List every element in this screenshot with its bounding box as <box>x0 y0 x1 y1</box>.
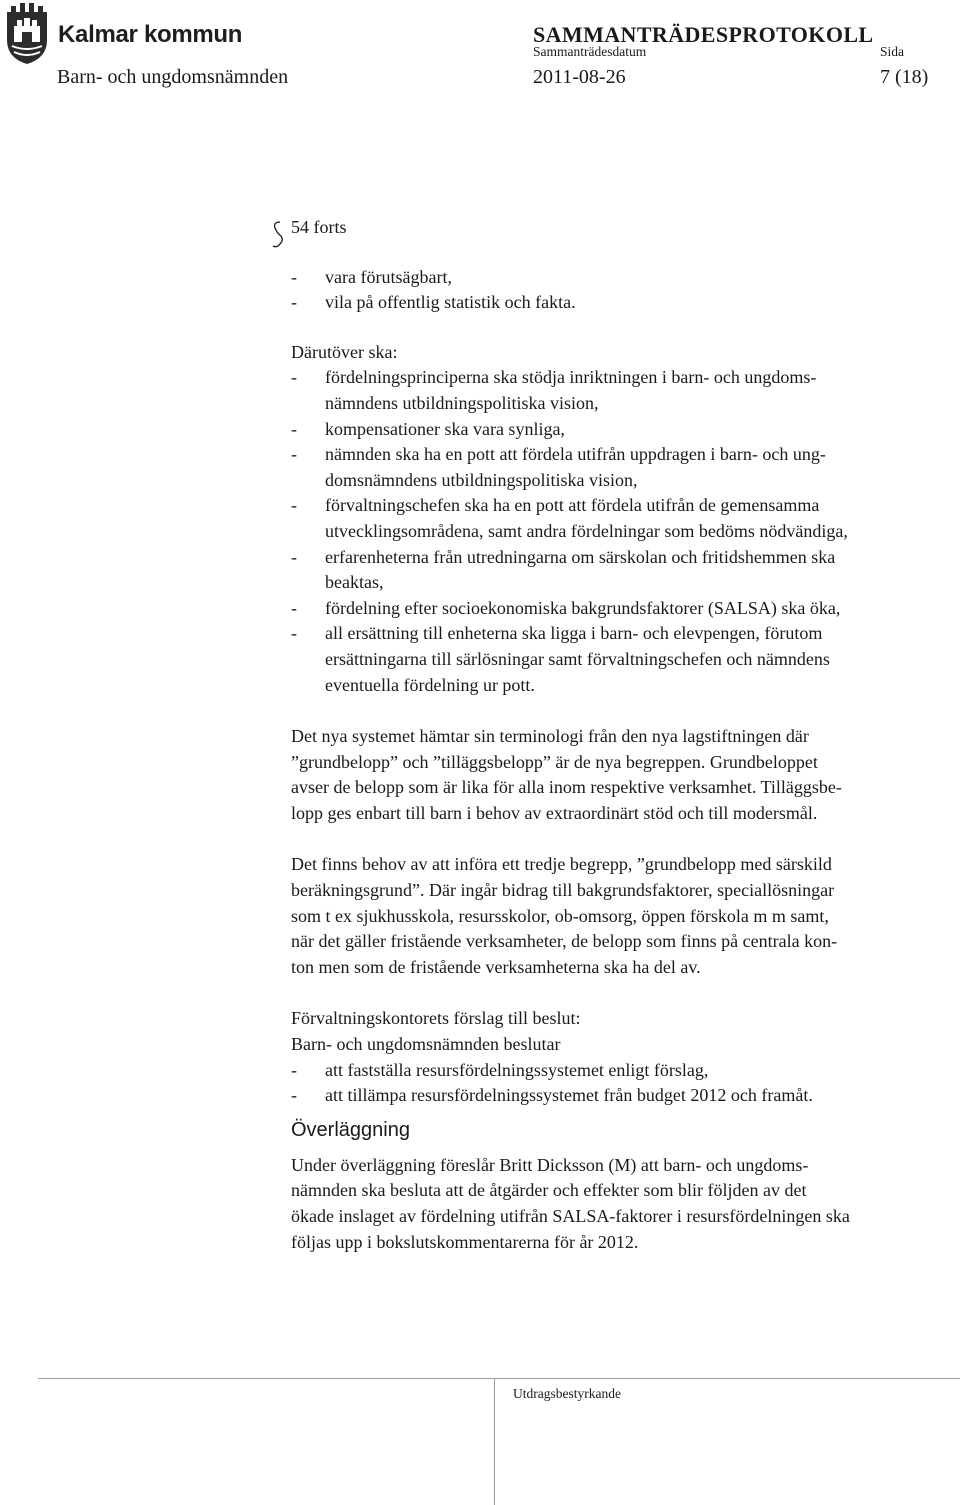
terminology-paragraph <box>291 724 951 826</box>
organization-name: Kalmar kommun <box>58 21 243 48</box>
proposal-section <box>291 1006 951 1108</box>
paragraph-line: avser de belopp som är lika för alla inom respektive verksamhet. Tilläggsbe- <box>291 777 842 798</box>
section-header <box>291 215 951 241</box>
section-sign-icon <box>271 220 285 250</box>
page-label: Sida <box>880 44 905 59</box>
paragraph-line: ökade inslaget av fördelning utifrån SALSA-faktorer i resursfördelningen ska <box>291 1206 850 1226</box>
certification-label: Utdragsbestyrkande <box>513 1386 621 1401</box>
list-item: - kompensationer ska vara synliga, <box>291 417 951 443</box>
list-item: - vila på offentlig statistik och fakta. <box>291 290 951 316</box>
list-item-continuation: domsnämndens utbildningspolitiska vision, <box>325 469 638 490</box>
committee-name: Barn- och ungdomsnämnden <box>57 66 289 88</box>
list-item-continuation: eventuella fördelning ur pott. <box>325 674 535 695</box>
page-number: 7 (18) <box>880 66 929 88</box>
proposal-subtitle: Barn- och ungdomsnämnden beslutar <box>291 1034 561 1055</box>
paragraph-line: ton men som de fristående verksamheterna ska ha del av. <box>291 956 701 977</box>
third-concept-paragraph <box>291 852 951 980</box>
additional-list <box>291 365 951 698</box>
list-item: - fördelning efter socioekonomiska bakgrundsfaktorer (SALSA) ska öka, <box>291 596 951 622</box>
list-item: - fördelningsprinciperna ska stödja inriktningen i barn- och ungdoms- <box>291 365 951 391</box>
list-item-continuation: utvecklingsområdena, samt andra fördelningar som bedöms nödvändiga, <box>325 520 848 541</box>
protocol-body <box>291 215 951 1255</box>
section-title: 54 forts <box>291 217 347 237</box>
document-type-title: SAMMANTRÄDESPROTOKOLL <box>533 22 874 47</box>
footer-divider <box>38 1378 960 1379</box>
paragraph-line: Under överläggning föreslår Britt Dicksson (M) att barn- och ungdoms- <box>291 1154 809 1175</box>
paragraph-line: som t ex sjukhusskola, resursskolor, ob-omsorg, öppen förskola m m samt, <box>291 905 829 926</box>
list-item: - erfarenheterna från utredningarna om särskolan och fritidshemmen ska <box>291 545 951 571</box>
paragraph-line: beräkningsgrund”. Där ingår bidrag till bakgrundsfaktorer, speciallösningar <box>291 880 835 901</box>
paragraph-line: lopp ges enbart till barn i behov av extraordinärt stöd och till modersmål. <box>291 802 818 823</box>
proposal-title: Förvaltningskontorets förslag till beslut: <box>291 1008 581 1029</box>
list-item-continuation: nämndens utbildningspolitiska vision, <box>325 392 599 413</box>
paragraph-line: nämnden ska besluta att de åtgärder och effekter som blir följden av det <box>291 1180 807 1201</box>
list-item-continuation: beaktas, <box>325 572 384 593</box>
paragraph-line: ”grundbelopp” och ”tilläggsbelopp” är de nya begreppen. Grundbeloppet <box>291 751 818 772</box>
paragraph-line: Det nya systemet hämtar sin terminologi från den nya lagstiftningen där <box>291 726 809 747</box>
deliberation-heading: Överläggning <box>291 1118 410 1141</box>
list-item: - att tillämpa resursfördelningssystemet från budget 2012 och framåt. <box>291 1083 951 1109</box>
list-item-continuation: ersättningarna till särlösningar samt förvaltningschefen och nämndens <box>325 648 830 669</box>
list-item: - all ersättning till enheterna ska ligga i barn- och elevpengen, förutom <box>291 621 951 647</box>
intro-list <box>291 265 951 316</box>
paragraph-line: följas upp i bokslutskommentarerna för år 2012. <box>291 1231 639 1252</box>
footer-column-divider <box>494 1378 495 1505</box>
paragraph-line: Det finns behov av att införa ett tredje begrepp, ”grundbelopp med särskild <box>291 854 832 875</box>
list-item: - nämnden ska ha en pott att fördela utifrån uppdragen i barn- och ung- <box>291 442 951 468</box>
list-item: - förvaltningschefen ska ha en pott att fördela utifrån de gemensamma <box>291 493 951 519</box>
meeting-date-label: Sammanträdesdatum <box>533 44 647 59</box>
additional-lead: Därutöver ska: <box>291 341 398 362</box>
kalmar-coat-of-arms-logo <box>2 2 52 66</box>
meeting-date: 2011-08-26 <box>533 66 626 88</box>
list-item: - vara förutsägbart, <box>291 265 951 291</box>
deliberation-paragraph <box>291 1153 951 1255</box>
paragraph-line: när det gäller fristående verksamheter, de belopp som finns på centrala kon- <box>291 931 838 952</box>
list-item: - att fastställa resursfördelningssystemet enligt förslag, <box>291 1058 951 1084</box>
